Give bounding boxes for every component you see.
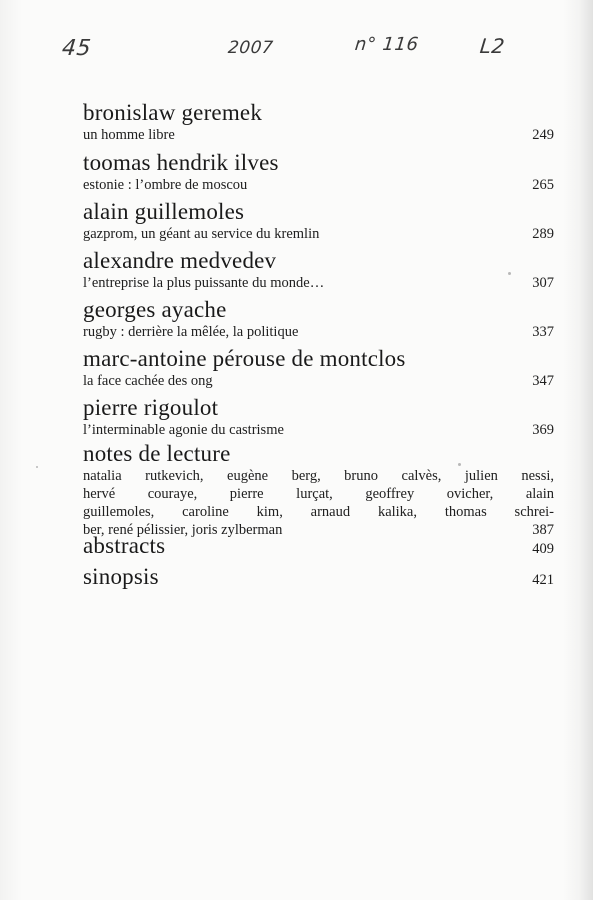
entry-subtitle: un homme libre	[83, 127, 175, 143]
entry-page-number: 249	[532, 127, 554, 143]
toc-entry	[83, 100, 554, 150]
notes-line: guillemoles, caroline kim, arnaud kalika, thomas schrei-	[83, 504, 554, 520]
notes-contributors	[83, 467, 554, 521]
entry-author: georges ayache	[83, 297, 227, 322]
entry-page-number: 421	[532, 572, 554, 588]
notes-line: natalia rutkevich, eugène berg, bruno calvès, julien nessi,	[83, 468, 554, 484]
entry-subtitle: estonie : l’ombre de moscou	[83, 177, 248, 193]
toc-entry	[83, 150, 554, 199]
abstracts-title: abstracts	[83, 533, 166, 558]
handwritten-note-3: n° 116	[353, 34, 420, 55]
toc-entry	[83, 199, 554, 248]
paper-speck	[508, 272, 511, 275]
entry-author: toomas hendrik ilves	[83, 150, 279, 175]
entry-subtitle: l’interminable agonie du castrisme	[83, 422, 284, 438]
sinopsis-title: sinopsis	[83, 564, 159, 589]
entry-page-number: 337	[532, 324, 554, 340]
notes-line: ber, rené pélissier, joris zylberman	[83, 522, 283, 538]
toc-entry-sinopsis	[83, 564, 554, 595]
entry-subtitle: l’entreprise la plus puissante du monde…	[83, 275, 325, 291]
entry-subtitle: gazprom, un géant au service du kremlin	[83, 226, 320, 242]
notes-line: hervé couraye, pierre lurçat, geoffrey ovicher, alain	[83, 486, 554, 502]
toc-entry	[83, 395, 554, 441]
entry-page-number: 387	[532, 522, 554, 538]
entry-page-number: 409	[532, 541, 554, 557]
entry-page-number: 347	[532, 373, 554, 389]
entry-author: alain guillemoles	[83, 199, 245, 224]
paper-speck	[458, 463, 461, 466]
handwritten-note-2: 2007	[226, 38, 275, 58]
entry-subtitle: la face cachée des ong	[83, 373, 213, 389]
entry-author: bronislaw geremek	[83, 100, 263, 125]
entry-author: pierre rigoulot	[83, 395, 219, 420]
toc-entry	[83, 248, 554, 297]
entry-page-number: 307	[532, 275, 554, 291]
handwritten-note-1: 45	[60, 36, 93, 61]
notes-title: notes de lecture	[83, 441, 231, 466]
paper-speck	[36, 466, 38, 468]
entry-author: marc-antoine pérouse de montclos	[83, 346, 406, 371]
entry-subtitle: rugby : derrière la mêlée, la politique	[83, 324, 299, 340]
handwritten-note-4: L2	[478, 34, 507, 58]
table-of-contents	[83, 100, 554, 595]
entry-author: alexandre medvedev	[83, 248, 277, 273]
entry-page-number: 265	[532, 177, 554, 193]
entry-page-number: 369	[532, 422, 554, 438]
toc-entry	[83, 346, 554, 395]
entry-page-number: 289	[532, 226, 554, 242]
toc-entry-notes	[83, 441, 554, 538]
toc-entry	[83, 297, 554, 346]
